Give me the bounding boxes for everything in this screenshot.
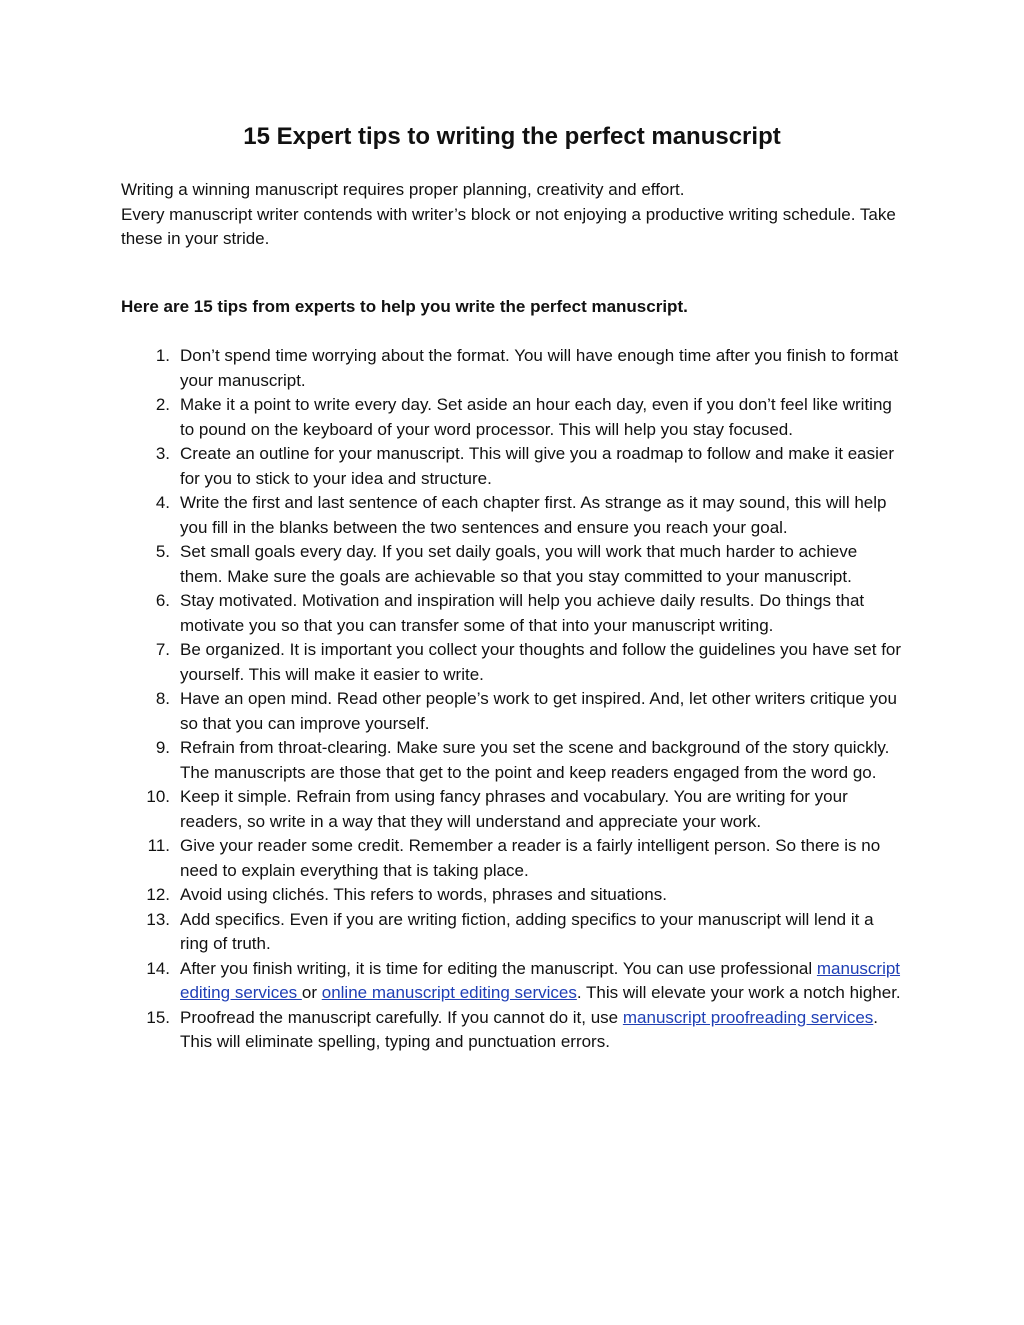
list-item-text-end: . This will elevate your work a notch higher. <box>576 983 901 1002</box>
tips-list <box>121 344 903 1055</box>
list-item-text: Create an outline for your manuscript. This will give you a roadmap to follow and make it easier for you to stick to your idea and structure. <box>180 444 895 488</box>
list-item-number: 15. <box>146 1007 170 1027</box>
list-item <box>121 1006 903 1055</box>
intro-paragraph <box>121 178 901 252</box>
list-item-text: Give your reader some credit. Remember a reader is a fairly intelligent person. So there is no need to explain everything that is taking place. <box>180 836 881 880</box>
manuscript-editing-services-link[interactable]: manuscript editing services <box>180 958 901 1002</box>
list-item <box>121 834 903 883</box>
list-item <box>121 883 903 908</box>
list-item-text-start: After you finish writing, it is time for editing the manuscript. You can use professional <box>180 958 817 978</box>
list-item-number: 13. <box>146 909 170 929</box>
list-item-text: Set small goals every day. If you set daily goals, you will work that much harder to achieve them. Make sure the goals are achievable so that you stay committed to your manuscript. <box>180 542 858 586</box>
intro-line-2: Every manuscript writer contends with writer’s block or not enjoying a productive writing schedule. Take these in your stride. <box>121 204 896 248</box>
list-item-text: Make it a point to write every day. Set aside an hour each day, even if you don’t feel like writing to pound on the keyboard of your word processor. This will help you stay focused. <box>180 395 892 439</box>
list-item-number: 10. <box>146 787 170 806</box>
list-item-text: Have an open mind. Read other people’s work to get inspired. And, let other writers critique you so that you can improve yourself. <box>180 689 897 733</box>
list-item-text: Add specifics. Even if you are writing fiction, adding specifics to your manuscript will lend it a ring of truth. <box>180 909 874 953</box>
list-item-text: Write the first and last sentence of each chapter first. As strange as it may sound, this will help you fill in the blanks between the two sentences and ensure you reach your goal. <box>180 493 887 537</box>
document-title: 15 Expert tips to writing the perfect manuscript <box>243 123 781 150</box>
manuscript-proofreading-services-link[interactable]: manuscript proofreading services <box>622 1007 874 1027</box>
list-item <box>121 540 903 589</box>
list-item-text: Don’t spend time worrying about the format. You will have enough time after you finish to format your manuscript. <box>180 346 899 390</box>
list-item-number: 9. <box>155 738 170 757</box>
tips-subheading: Here are 15 tips from experts to help you write the perfect manuscript. <box>121 297 688 316</box>
list-item-number: 2. <box>155 395 170 414</box>
list-item-number: 14. <box>146 958 170 978</box>
list-item <box>121 638 903 687</box>
list-item-text: Refrain from throat-clearing. Make sure you set the scene and background of the story quickly. The manuscripts are those that get to the point and keep readers engaged from the word go. <box>180 738 890 782</box>
list-item-text-end: . This will eliminate spelling, typing and punctuation errors. <box>180 1007 879 1051</box>
list-item-number: 3. <box>155 444 170 463</box>
list-item <box>121 687 903 736</box>
intro-line-1: Writing a winning manuscript requires proper planning, creativity and effort. <box>121 180 685 199</box>
list-item-number: 11. <box>147 836 170 855</box>
list-item-number: 5. <box>155 542 170 561</box>
list-item-text: Stay motivated. Motivation and inspiration will help you achieve daily results. Do things that motivate you so that you can transfer some of that into your manuscript writing. <box>180 591 865 635</box>
list-item-number: 12. <box>146 885 170 904</box>
list-item-number: 8. <box>155 689 170 708</box>
list-item-text: Keep it simple. Refrain from using fancy phrases and vocabulary. You are writing for your readers, so write in a way that they will understand and appreciate your work. <box>180 787 848 831</box>
list-item <box>121 736 903 785</box>
list-item-number: 1. <box>155 346 170 365</box>
list-item <box>121 785 903 834</box>
list-item-text: Be organized. It is important you collect your thoughts and follow the guidelines you have set for yourself. This will make it easier to write. <box>180 640 902 684</box>
list-item-number: 7. <box>155 640 170 659</box>
list-item <box>121 957 903 1006</box>
list-item <box>121 442 903 491</box>
list-item <box>121 344 903 393</box>
list-item-number: 6. <box>155 591 170 610</box>
online-manuscript-editing-services-link[interactable]: online manuscript editing services <box>321 983 577 1002</box>
list-item-number: 4. <box>155 493 170 512</box>
list-item <box>121 491 903 540</box>
list-item-text-middle: or <box>301 983 322 1002</box>
list-item-text: Avoid using clichés. This refers to words, phrases and situations. <box>180 885 667 904</box>
list-item <box>121 393 903 442</box>
list-item <box>121 589 903 638</box>
list-item <box>121 908 903 957</box>
list-item-text-start: Proofread the manuscript carefully. If you cannot do it, use <box>180 1007 623 1027</box>
